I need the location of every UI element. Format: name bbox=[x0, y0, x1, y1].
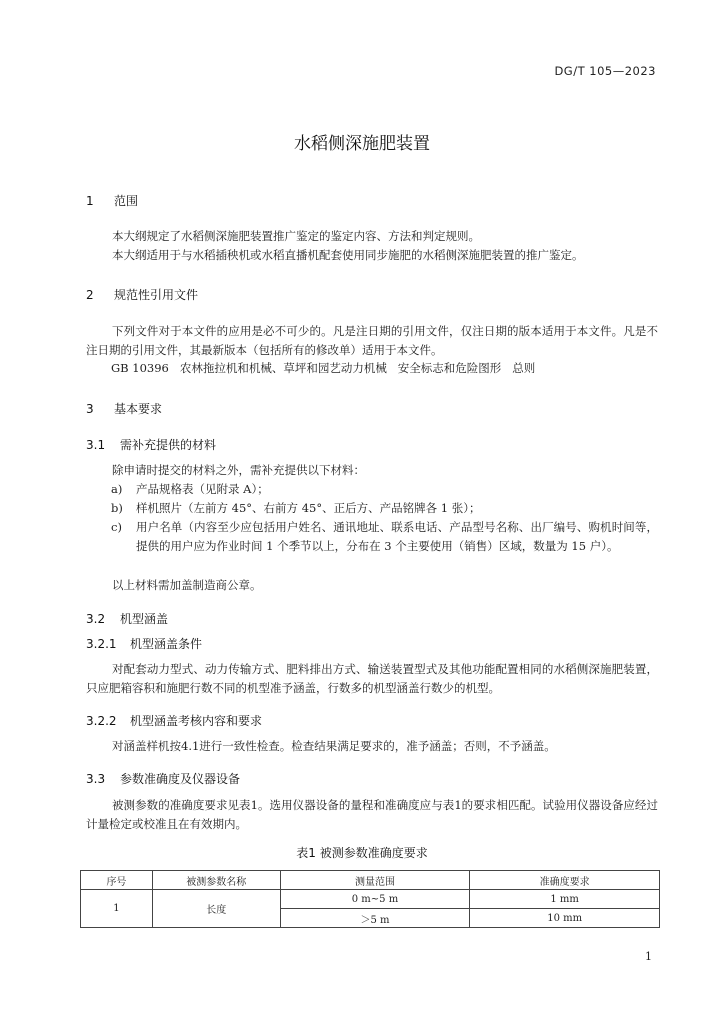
section-1-heading bbox=[86, 192, 138, 209]
section-3-2-heading bbox=[86, 610, 168, 627]
section-title: 参数准确度及仪器设备 bbox=[120, 772, 241, 786]
accuracy-table bbox=[80, 870, 660, 928]
table-header-row bbox=[81, 871, 660, 890]
page-number: 1 bbox=[645, 950, 652, 963]
list-item-label: b) bbox=[111, 501, 123, 515]
section-title: 机型涵盖 bbox=[120, 612, 169, 626]
section-3-2-1-heading bbox=[86, 635, 202, 652]
section-3-heading bbox=[86, 400, 162, 417]
table-header-cell: 测量范围 bbox=[280, 871, 470, 890]
table-cell-param: 长度 bbox=[152, 890, 280, 928]
table-cell-accuracy: 1 mm bbox=[470, 890, 660, 909]
section-number: 2 bbox=[86, 288, 94, 302]
list-item-text: 样机照片（左前方 45°、右前方 45°、正后方、产品铭牌各 1 张）； bbox=[136, 501, 481, 515]
section-number: 1 bbox=[86, 194, 94, 208]
table-row bbox=[81, 890, 660, 909]
accuracy-paragraph: 被测参数的准确度要求见表1。选用仪器设备的量程和准确度应与表1的要求相匹配。试验用仪器设备应经过计量检定或校准且在有效期内。 bbox=[86, 798, 658, 831]
document-code: DG/T 105—2023 bbox=[554, 64, 656, 78]
section-title: 机型涵盖考核内容和要求 bbox=[130, 714, 263, 728]
table-cell-accuracy: 10 mm bbox=[470, 909, 660, 928]
table-cell-index: 1 bbox=[81, 890, 153, 928]
table-caption: 表1 被测参数准确度要求 bbox=[296, 846, 428, 860]
table-cell-range: ＞5 m bbox=[280, 909, 470, 928]
section-2-heading bbox=[86, 286, 198, 303]
materials-tail-paragraph: 以上材料需加盖制造商公章。 bbox=[112, 578, 262, 592]
list-item bbox=[111, 480, 658, 499]
table-header-cell: 序号 bbox=[81, 871, 153, 890]
materials-intro-paragraph: 除申请时提交的材料之外，需补充提供以下材料： bbox=[112, 463, 365, 477]
section-title: 基本要求 bbox=[114, 402, 163, 416]
section-number: 3.2 bbox=[86, 612, 106, 626]
list-item-label: c) bbox=[111, 520, 122, 534]
list-item-label: a) bbox=[111, 482, 123, 496]
section-number: 3.1 bbox=[86, 438, 106, 452]
table-cell-range: 0 m~5 m bbox=[280, 890, 470, 909]
scope-paragraph-2: 本大纲适用于与水稻插秧机或水稻直播机配套使用同步施肥的水稻侧深施肥装置的推广鉴定。 bbox=[112, 248, 584, 262]
list-item-text: 用户名单（内容至少应包括用户姓名、通讯地址、联系电话、产品型号名称、出厂编号、购机时间等，提供的用户应为作业时间 1 个季节以上，分布在 3 个主要使用（销售）区域，数量为 15 户）。 bbox=[136, 520, 658, 553]
section-3-3-heading bbox=[86, 770, 240, 787]
section-title: 需补充提供的材料 bbox=[120, 438, 217, 452]
list-item bbox=[111, 518, 658, 556]
section-number: 3 bbox=[86, 402, 94, 416]
list-item bbox=[111, 499, 658, 518]
coverage-condition-paragraph: 对配套动力型式、动力传输方式、肥料排出方式、输送装置型式及其他功能配置相同的水稻侧深施肥装置，只应肥箱容积和施肥行数不同的机型准予涵盖，行数多的机型涵盖行数少的机型。 bbox=[86, 662, 658, 695]
coverage-requirement-paragraph: 对涵盖样机按4.1进行一致性检查。检查结果满足要求的，准予涵盖；否则，不予涵盖。 bbox=[112, 739, 556, 753]
section-title: 范围 bbox=[114, 194, 139, 208]
section-title: 规范性引用文件 bbox=[114, 288, 199, 302]
scope-paragraph-1: 本大纲规定了水稻侧深施肥装置推广鉴定的鉴定内容、方法和判定规则。 bbox=[112, 229, 480, 243]
section-3-2-2-heading bbox=[86, 712, 262, 729]
document-title: 水稻侧深施肥装置 bbox=[294, 134, 430, 154]
table-header-cell: 被测参数名称 bbox=[152, 871, 280, 890]
references-intro-paragraph: 下列文件对于本文件的应用是必不可少的。凡是注日期的引用文件，仅注日期的版本适用于本文件。凡是不注日期的引用文件，其最新版本（包括所有的修改单）适用于本文件。 bbox=[86, 324, 658, 357]
section-number: 3.2.1 bbox=[86, 637, 117, 651]
list-item-text: 产品规格表（见附录 A）； bbox=[136, 482, 269, 496]
section-number: 3.3 bbox=[86, 772, 106, 786]
section-3-1-heading bbox=[86, 436, 216, 453]
section-number: 3.2.2 bbox=[86, 714, 117, 728]
table-header-cell: 准确度要求 bbox=[470, 871, 660, 890]
reference-gb10396: GB 10396 农林拖拉机和机械、草坪和园艺动力机械 安全标志和危险图形 总则 bbox=[111, 361, 536, 375]
section-title: 机型涵盖条件 bbox=[130, 637, 203, 651]
